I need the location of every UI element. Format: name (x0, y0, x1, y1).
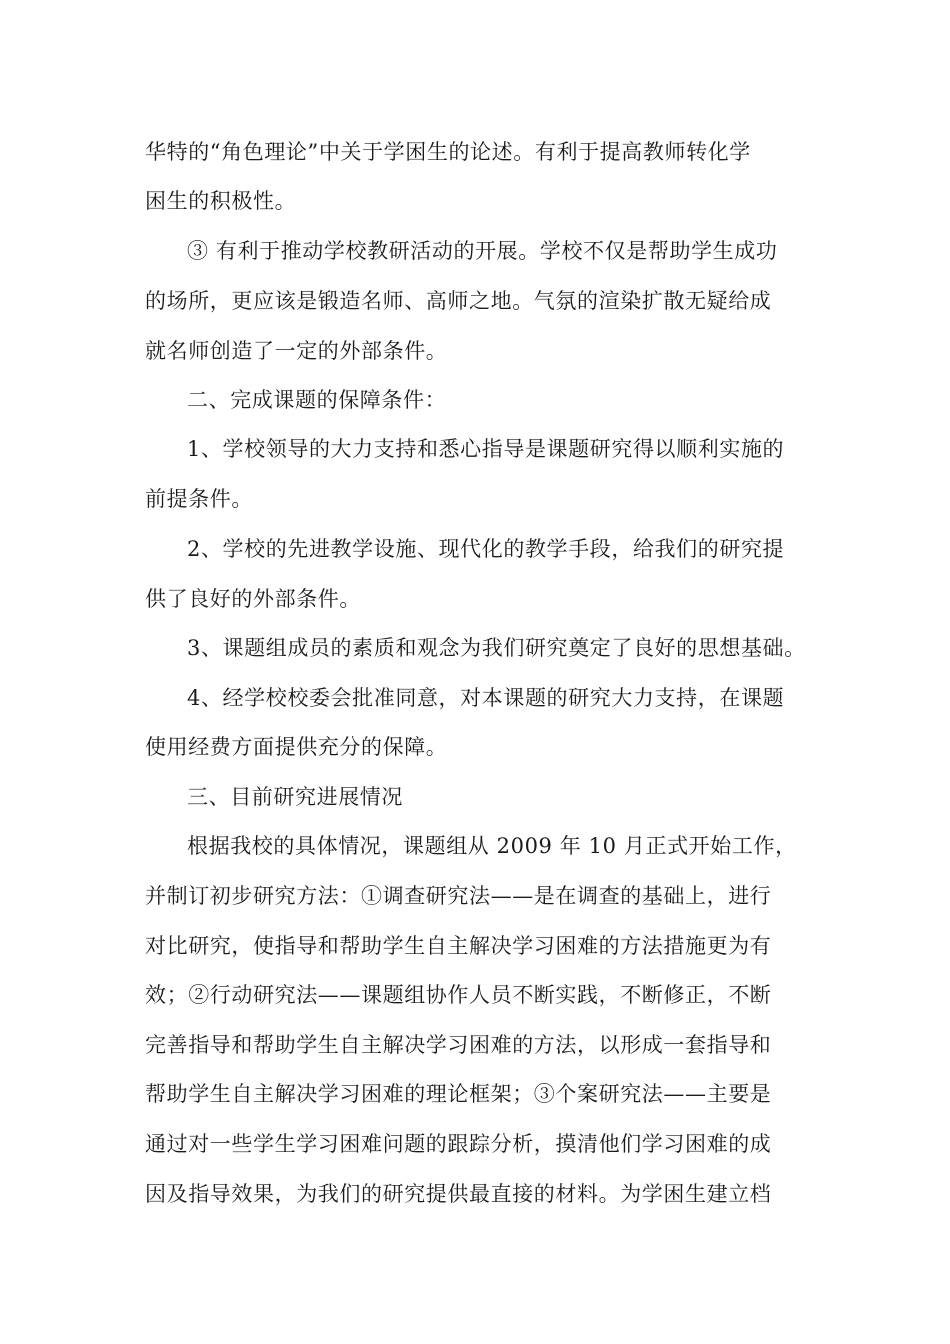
text-line: 供了良好的外部条件。 (145, 587, 361, 611)
text-line: 就名师创造了一定的外部条件。 (145, 339, 448, 363)
section-heading: 三、目前研究进展情况 (187, 785, 403, 809)
text-line: 前提条件。 (145, 487, 253, 511)
text-line: 华特的“角色理论”中关于学困生的论述。有利于提高教师转化学 (145, 140, 751, 164)
section-heading: 二、完成课题的保障条件： (187, 388, 447, 412)
text-line: 困生的积极性。 (145, 189, 297, 213)
text-line: 效；②行动研究法——课题组协作人员不断实践，不断修正，不断 (145, 983, 772, 1007)
text-line: 帮助学生自主解决学习困难的理论框架；③个案研究法——主要是 (145, 1082, 772, 1106)
text-line: 并制订初步研究方法：①调查研究法——是在调查的基础上，进行 (145, 884, 772, 908)
text-line: 完善指导和帮助学生自主解决学习困难的方法，以形成一套指导和 (145, 1033, 772, 1057)
text-line: 4、经学校校委会批准同意，对本课题的研究大力支持，在课题 (187, 686, 785, 710)
text-line: 使用经费方面提供充分的保障。 (145, 735, 448, 759)
text-line: 2、学校的先进教学设施、现代化的教学手段，给我们的研究提 (187, 537, 785, 561)
text-line: 3、课题组成员的素质和观念为我们研究奠定了良好的思想基础。 (187, 636, 806, 660)
text-line: 对比研究，使指导和帮助学生自主解决学习困难的方法措施更为有 (145, 934, 772, 958)
text-line: 通过对一些学生学习困难问题的跟踪分析，摸清他们学习困难的成 (145, 1132, 772, 1156)
text-line: 根据我校的具体情况，课题组从 2009 年 10 月正式开始工作， (187, 834, 797, 858)
text-line: 1、学校领导的大力支持和悉心指导是课题研究得以顺利实施的 (187, 437, 785, 461)
text-line: 的场所，更应该是锻造名师、高师之地。气氛的渲染扩散无疑给成 (145, 289, 772, 313)
text-line: 因及指导效果，为我们的研究提供最直接的材料。为学困生建立档 (145, 1182, 772, 1206)
text-line: ③ 有利于推动学校教研活动的开展。学校不仅是帮助学生成功 (187, 239, 778, 263)
